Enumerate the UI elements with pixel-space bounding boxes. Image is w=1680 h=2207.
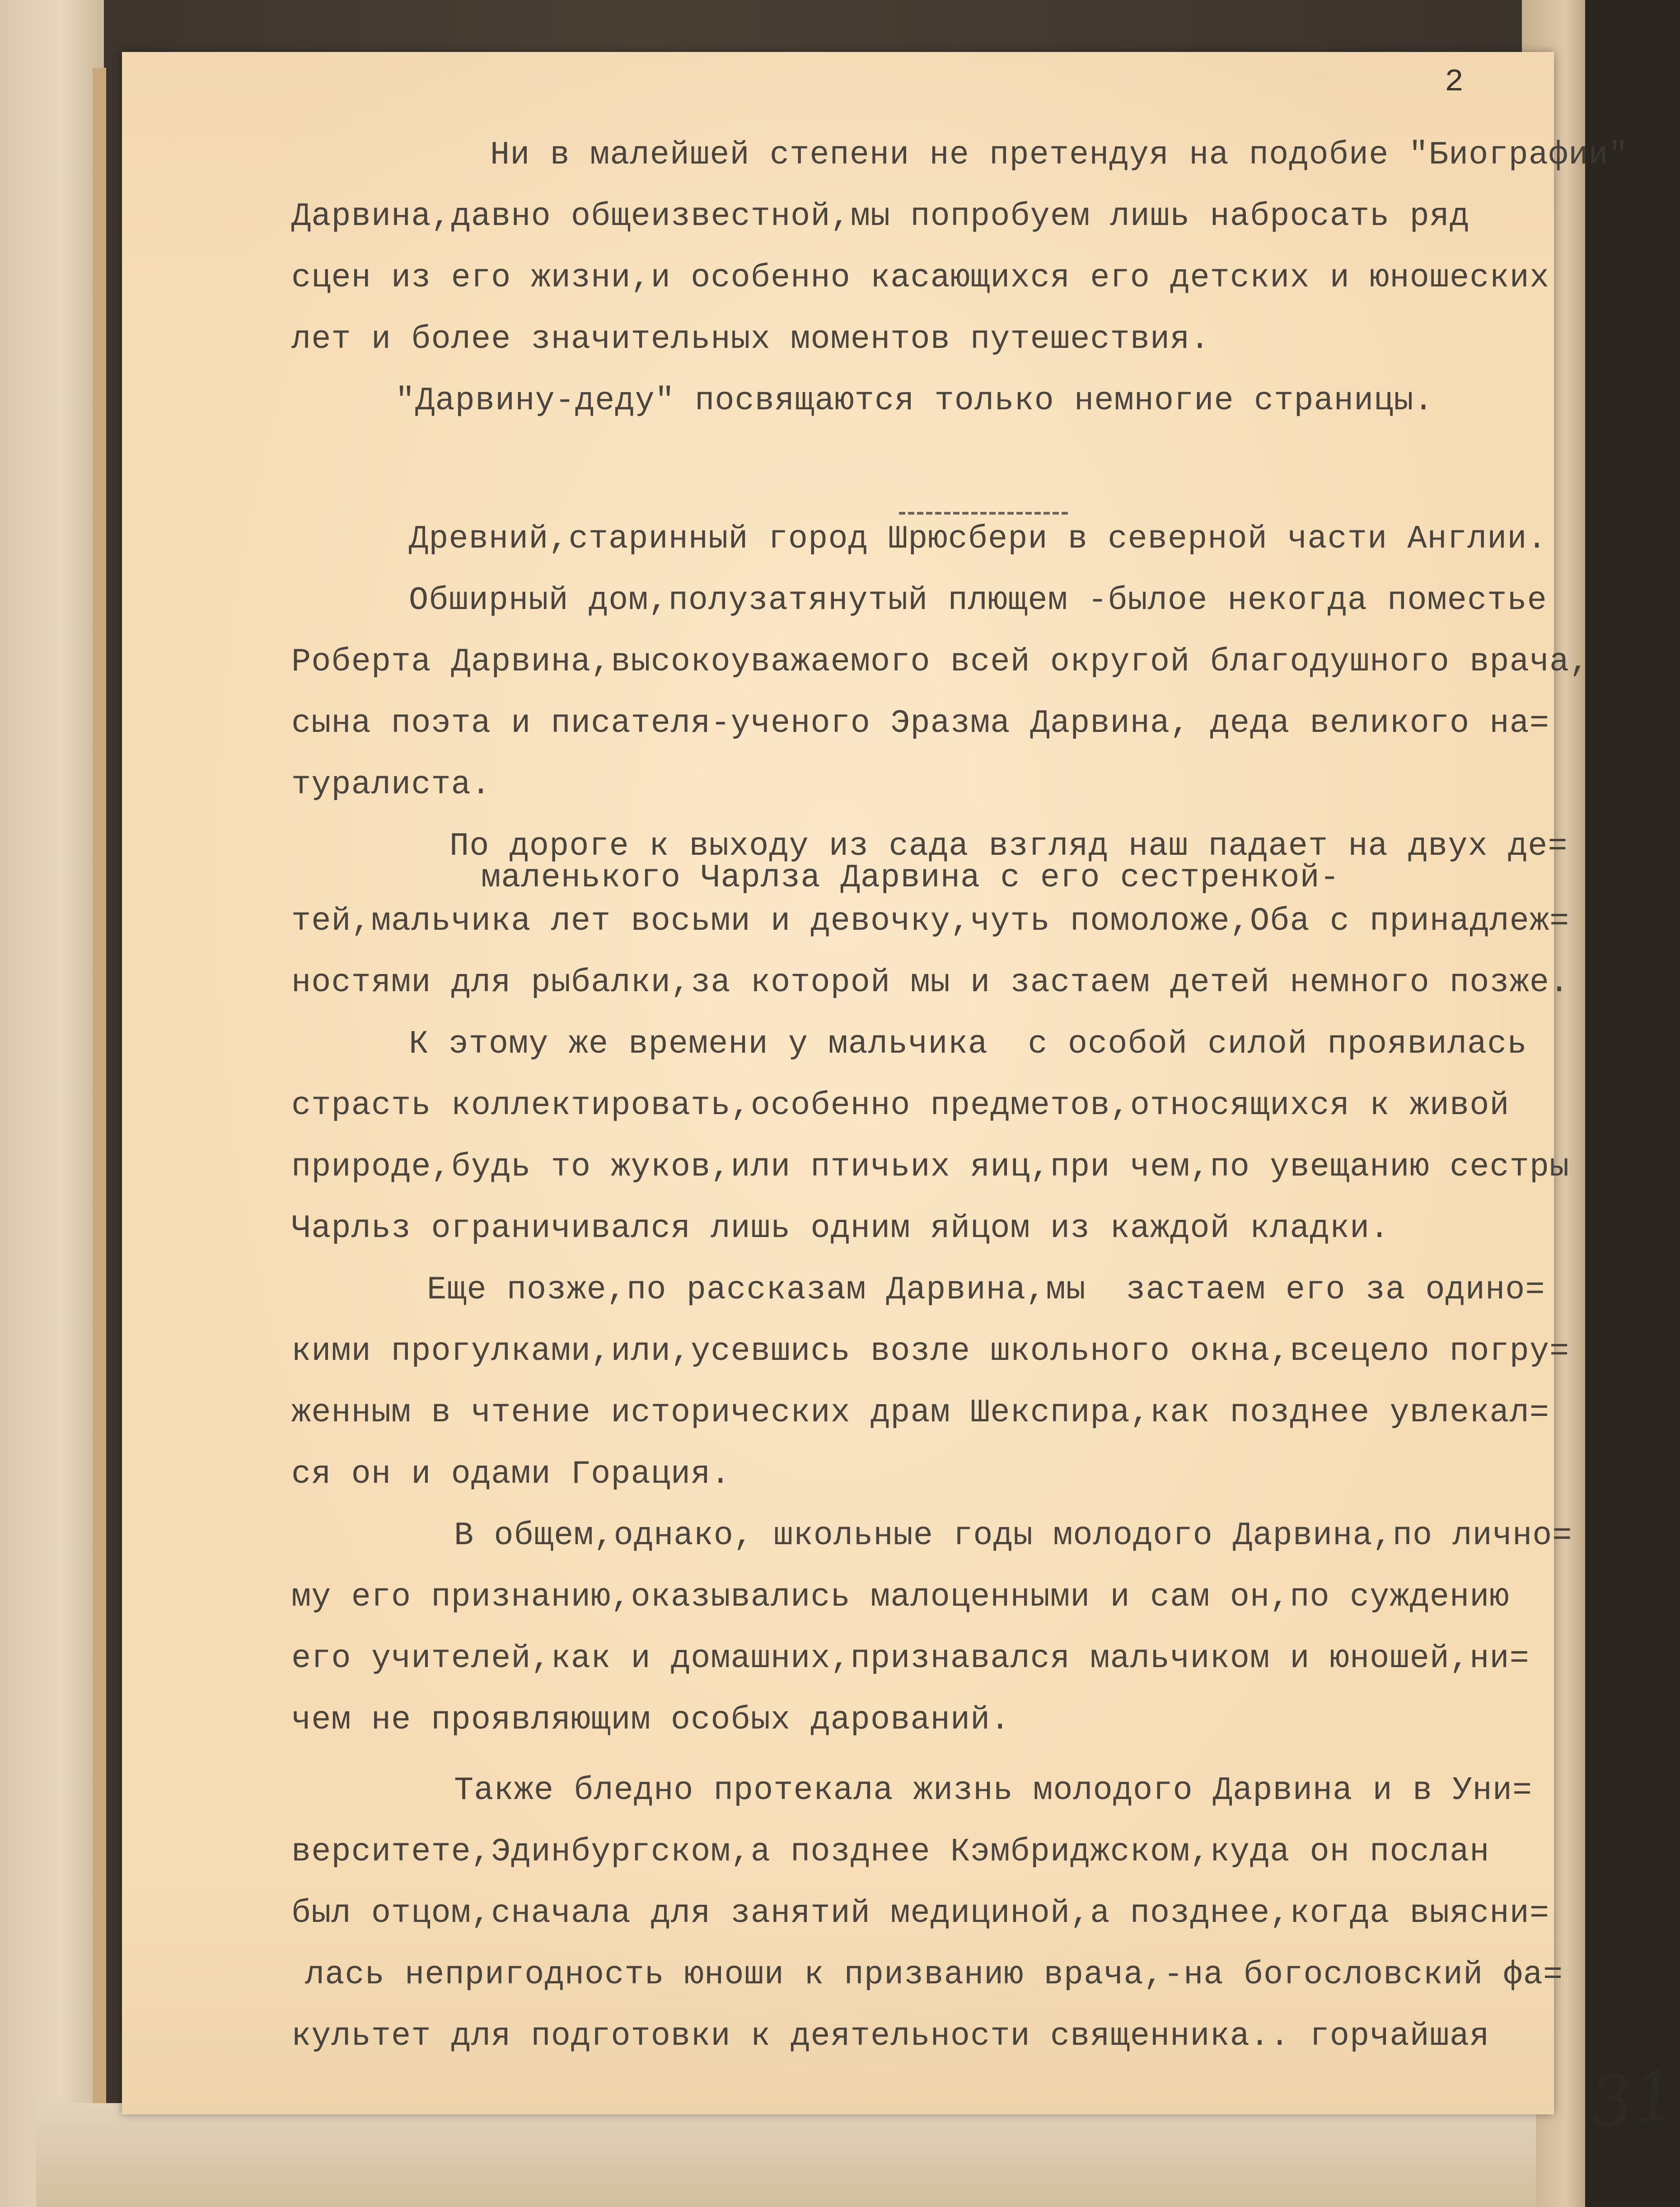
- text-line: женным в чтение исторических драм Шекспира,как позднее увлекал=: [291, 1394, 1550, 1431]
- text-line: В общем,однако, школьные годы молодого Дарвина,по лично=: [454, 1517, 1572, 1554]
- text-line: ся он и одами Горация.: [291, 1456, 731, 1493]
- text-line: "Дарвину-деду" посвящаются только немногие страницы.: [395, 382, 1434, 419]
- text-line: лась непригодность юноши к призванию врача,-на богословский фа=: [305, 1956, 1563, 1993]
- text-line: сына поэта и писателя-ученого Эразма Дарвина, деда великого на=: [291, 705, 1550, 742]
- text-line: К этому же времени у мальчика с особой силой проявилась: [409, 1026, 1527, 1063]
- text-line: природе,будь то жуков,или птичьих яиц,при чем,по увещанию сестры: [291, 1148, 1570, 1186]
- section-divider: [899, 512, 1071, 515]
- text-line: страсть коллектировать,особенно предметов,относящихся к живой: [291, 1087, 1510, 1124]
- text-line: туралиста.: [291, 766, 491, 803]
- archive-folio-number: 31: [1586, 2056, 1680, 2143]
- text-line: Также бледно протекала жизнь молодого Дарвина и в Уни=: [454, 1772, 1533, 1809]
- text-line: чем не проявляющим особых дарований.: [291, 1701, 1011, 1738]
- text-line: Ни в малейшей степени не претендуя на подобие "Биографии": [490, 136, 1629, 173]
- text-line: тей,мальчика лет восьми и девочку,чуть помоложе,Оба с принадлеж=: [291, 903, 1570, 940]
- page-number: 2: [1444, 65, 1464, 100]
- text-line: Дарвина,давно общеизвестной,мы попробуем лишь набросать ряд: [291, 198, 1470, 235]
- text-line: му его признанию,оказывались малоценными и сам он,по суждению: [291, 1579, 1510, 1616]
- text-line: сцен из его жизни,и особенно касающихся его детских и юношеских: [291, 259, 1550, 296]
- text-line-insertion: маленького Чарлза Дарвина с его сестренкой-: [481, 859, 1340, 896]
- text-line: Роберта Дарвина,высокоуважаемого всей округой благодушного врача,: [291, 643, 1590, 680]
- text-line: Еще позже,по рассказам Дарвина,мы застаем его за одино=: [427, 1271, 1545, 1308]
- text-line: верситете,Эдинбургском,а позднее Кэмбриджском,куда он послан: [291, 1833, 1490, 1870]
- underlying-sheet-bottom: [36, 2103, 1536, 2207]
- text-line: его учителей,как и домашних,признавался мальчиком и юношей,ни=: [291, 1640, 1530, 1677]
- text-line: Обширный дом,полузатянутый плющем -былое некогда поместье: [409, 582, 1547, 619]
- text-line: По дороге к выходу из сада взгляд наш падает на двух де=: [449, 828, 1568, 865]
- text-line: Древний,старинный город Шрюсбери в северной части Англии.: [409, 520, 1547, 558]
- text-line: Чарльз ограничивался лишь одним яйцом из каждой кладки.: [291, 1210, 1390, 1247]
- text-line: был отцом,сначала для занятий медициной,а позднее,когда выясни=: [291, 1895, 1550, 1932]
- text-line: ностями для рыбалки,за которой мы и застаем детей немного позже.: [291, 964, 1570, 1001]
- typewritten-page: [122, 52, 1680, 2143]
- underlying-sheet-left: [0, 0, 104, 2207]
- text-line: кими прогулками,или,усевшись возле школьного окна,всецело погру=: [291, 1333, 1570, 1370]
- text-line: лет и более значительных моментов путешествия.: [291, 321, 1210, 358]
- underlying-sheet-edge: [93, 68, 106, 2123]
- text-line: культет для подготовки к деятельности священника.. горчайшая: [291, 2018, 1490, 2055]
